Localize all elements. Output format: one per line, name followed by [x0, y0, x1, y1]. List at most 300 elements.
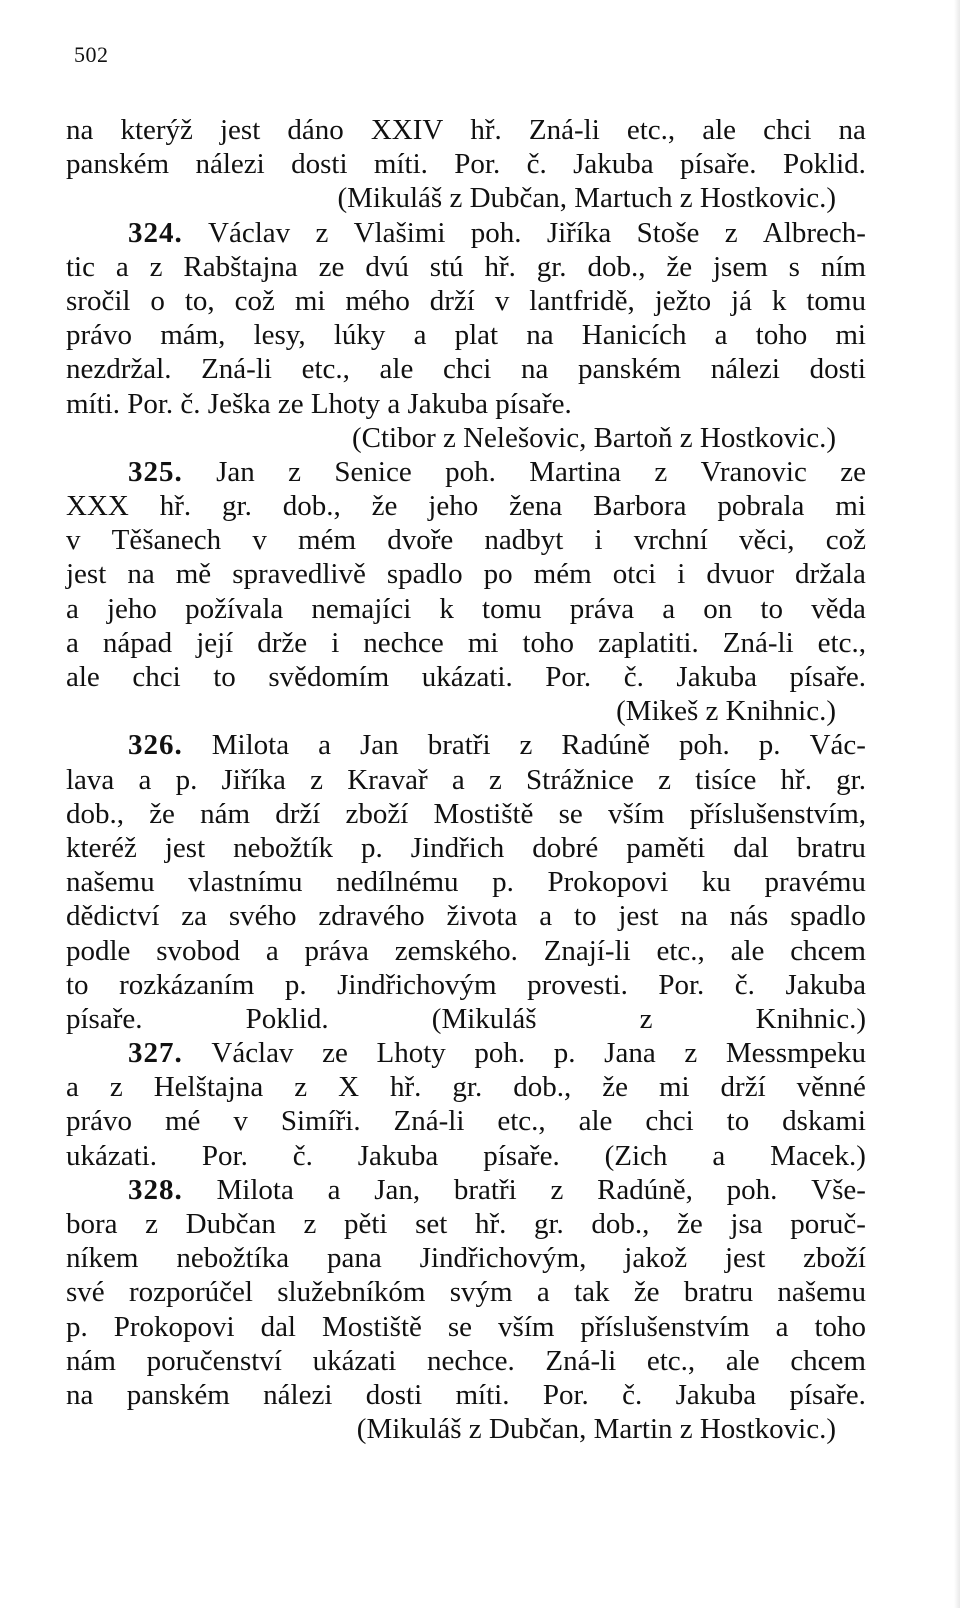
word: našemu	[777, 1276, 866, 1309]
word: Jakuba	[357, 1139, 439, 1172]
word: mého	[345, 284, 410, 317]
word: Jana	[604, 1037, 656, 1070]
text-line	[66, 387, 866, 421]
word: zboží	[345, 797, 409, 830]
word: lesy,	[253, 319, 306, 352]
word: a	[451, 763, 465, 796]
word: se	[558, 797, 583, 830]
text-line	[66, 626, 866, 660]
word: tic	[66, 250, 95, 283]
word: dal	[733, 831, 769, 864]
word: to,	[184, 284, 215, 317]
word: ale	[379, 353, 414, 386]
word: z	[315, 216, 329, 249]
word: gr.	[452, 1071, 483, 1104]
witness-line	[66, 181, 866, 215]
word: že	[602, 1071, 628, 1104]
word: míti.	[455, 1378, 510, 1411]
word: Poklid.	[245, 1002, 329, 1035]
word: písaře.	[483, 1139, 560, 1172]
word: z	[288, 455, 302, 488]
text-line	[66, 1139, 866, 1173]
word: nápad	[102, 626, 173, 659]
text-line	[66, 1275, 866, 1309]
word: ale	[730, 934, 765, 967]
word: Stoše	[636, 216, 700, 249]
text-line	[66, 318, 866, 352]
word: bratru	[683, 1276, 754, 1309]
word: z	[658, 763, 671, 796]
word: Jiříka	[546, 216, 612, 249]
word: v	[252, 524, 267, 557]
word: XXIV	[370, 114, 444, 146]
word: toho	[522, 626, 575, 659]
word: že	[666, 250, 693, 283]
line-text: (Ctibor z Nelešovic, Bartoň z Hostkovic.)	[351, 421, 836, 454]
word: panském	[126, 1378, 230, 1411]
word: Jan	[360, 729, 399, 762]
word: ze	[840, 455, 866, 488]
word: právo	[66, 1105, 133, 1138]
word: Jan	[216, 455, 255, 488]
word: Vác-	[809, 729, 866, 762]
text-line	[66, 1378, 866, 1412]
word: Zná-li	[201, 353, 272, 386]
word: vším	[607, 797, 665, 830]
word: z	[303, 1208, 317, 1240]
word: Vlašimi	[353, 216, 446, 249]
word: zaplatiti.	[598, 626, 699, 659]
word: lava	[66, 763, 115, 796]
word: nedílnému	[336, 866, 459, 899]
word: nás	[729, 900, 769, 933]
word: nemajíci	[311, 592, 412, 625]
word: dvoře	[387, 524, 454, 557]
word: etc.,	[497, 1105, 546, 1138]
word: žena	[509, 490, 563, 523]
word: poh.	[474, 1037, 526, 1070]
word: se	[447, 1310, 473, 1343]
word: ukázati	[312, 1344, 397, 1377]
word: a	[539, 900, 553, 933]
word: nechce	[363, 626, 444, 659]
word: držala	[795, 558, 866, 591]
word: dvú	[365, 250, 409, 283]
text-line	[66, 831, 866, 865]
word: nezdržal.	[66, 353, 172, 386]
entry-324-heading	[66, 216, 866, 250]
word: a	[327, 1173, 341, 1206]
word: věci,	[739, 524, 795, 557]
word: Por.	[454, 148, 501, 181]
word: (Zich	[604, 1139, 668, 1172]
word: mi	[835, 319, 866, 352]
word: p.	[175, 763, 198, 796]
word: p.	[66, 1310, 88, 1343]
word: podle	[66, 934, 131, 967]
word: dob.,	[513, 1071, 572, 1104]
word: mi	[835, 490, 866, 523]
word: chcem	[790, 1344, 866, 1377]
word: XXX	[66, 490, 129, 523]
word: on	[703, 592, 733, 625]
word: což	[234, 284, 275, 317]
word: Messmpeku	[725, 1037, 866, 1070]
word: dosti	[291, 148, 348, 181]
text-line	[66, 250, 866, 284]
word: Jindřichovým,	[419, 1242, 587, 1275]
word: dob.,	[587, 250, 646, 283]
word: mi	[294, 284, 326, 317]
word: svědomím	[268, 661, 390, 693]
page-number: 502	[74, 42, 109, 67]
word: ze	[318, 250, 345, 283]
word: poh.	[726, 1173, 778, 1206]
scan-edge-shadow	[954, 0, 960, 1608]
word: na	[127, 558, 155, 591]
word: Jindřichovým	[337, 968, 497, 1001]
word: svým	[449, 1276, 513, 1309]
word: z	[149, 250, 163, 283]
word: to	[66, 968, 89, 1001]
word: otci	[612, 558, 657, 591]
word: Milota	[211, 729, 290, 762]
word: lantfridě,	[529, 284, 635, 317]
word: po	[483, 558, 513, 591]
word: Radúně	[561, 729, 651, 762]
word: etc.,	[656, 934, 705, 967]
word: drží	[429, 284, 475, 317]
word: svobod	[156, 934, 241, 967]
word: života	[446, 900, 518, 933]
word: pravému	[764, 866, 866, 899]
word: č.	[622, 1378, 643, 1411]
word: drží	[720, 1071, 766, 1104]
word: hř.	[474, 1208, 507, 1240]
word: vrchní	[633, 524, 708, 557]
entry-number: 327.	[128, 1037, 183, 1070]
word: Václav	[208, 216, 291, 249]
word: mém	[533, 558, 592, 591]
word: jsa	[730, 1208, 763, 1240]
word: Por.	[201, 1139, 248, 1172]
word: ježto	[654, 284, 712, 317]
word: jeho	[107, 592, 157, 625]
text-line	[66, 1241, 866, 1275]
word: nebožtík	[233, 831, 334, 864]
word: to	[760, 592, 783, 625]
word: z	[654, 455, 668, 488]
word: písaře.	[66, 1002, 143, 1035]
word: k	[771, 284, 787, 317]
word: paměti	[626, 831, 706, 864]
word: Milota	[216, 1173, 294, 1206]
word: plat	[454, 319, 499, 352]
word: spravedlivě	[232, 558, 366, 591]
word: gr.	[533, 1208, 564, 1240]
word: a	[318, 729, 331, 762]
text-line	[66, 352, 866, 386]
text-line	[66, 968, 866, 1002]
word: to	[573, 900, 597, 933]
word: o	[150, 284, 165, 317]
word: rozporúčel	[128, 1276, 253, 1309]
word: gr.	[222, 490, 252, 523]
word: z	[294, 1071, 308, 1104]
word: dskami	[782, 1105, 866, 1138]
word: na	[66, 1378, 94, 1411]
word: p.	[758, 729, 781, 762]
word: z	[109, 1071, 123, 1104]
text-line	[66, 1207, 866, 1241]
word: Jakuba	[675, 1378, 757, 1411]
word: svého	[228, 900, 297, 933]
word: zemského.	[394, 934, 518, 967]
text-line	[66, 1070, 866, 1104]
text-line	[66, 934, 866, 968]
word: nálezi	[710, 353, 780, 386]
word: (Mikuláš	[431, 1002, 537, 1035]
word: poh.	[445, 455, 496, 488]
word: z	[310, 763, 323, 796]
word: panském	[577, 353, 682, 386]
word: Poklid.	[782, 148, 866, 181]
word: Helštajna	[153, 1071, 264, 1104]
main-text	[66, 113, 866, 1446]
word: písaře.	[680, 148, 757, 181]
text-line	[66, 1002, 866, 1036]
word: č.	[526, 148, 547, 181]
witness-line	[66, 421, 866, 455]
word: chci	[443, 353, 492, 386]
word: č.	[734, 968, 755, 1001]
word: bora	[66, 1208, 118, 1240]
entry-328-heading	[66, 1173, 866, 1207]
text-line	[66, 797, 866, 831]
word: Macek.)	[770, 1139, 866, 1172]
word: Zná-li	[545, 1344, 617, 1377]
word: mi	[658, 1071, 690, 1104]
word: bratři	[427, 729, 491, 762]
word: že	[371, 490, 398, 523]
text-line	[66, 865, 866, 899]
word: hř.	[470, 114, 502, 146]
word: Lhoty	[376, 1037, 446, 1070]
word: poručenství	[146, 1344, 282, 1377]
word: práva	[304, 934, 369, 967]
word: níkem	[66, 1242, 139, 1275]
word: hř.	[484, 250, 516, 283]
word: a	[775, 1310, 789, 1343]
word: Rabštajna	[183, 250, 298, 283]
text-line	[66, 147, 866, 181]
line-text: (Mikeš z Knihnic.)	[616, 695, 836, 728]
word: chci	[132, 661, 181, 693]
word: na	[526, 319, 554, 352]
word: bratru	[796, 831, 866, 864]
word: Vše-	[811, 1173, 866, 1206]
text-line	[66, 113, 866, 147]
word: spadlo	[386, 558, 463, 591]
word: mě	[175, 558, 212, 591]
witness-line	[66, 694, 866, 728]
word: a	[265, 934, 279, 967]
word: práva	[569, 592, 635, 625]
word: tomu	[482, 592, 542, 625]
word: nadbyt	[484, 524, 564, 557]
word: z	[724, 216, 738, 249]
entry-number: 326.	[128, 729, 183, 762]
text-line	[66, 1104, 866, 1138]
word: gr.	[536, 250, 567, 283]
word: Por.	[658, 968, 705, 1001]
word: z	[488, 763, 502, 796]
word: k	[439, 592, 454, 625]
word: Por.	[545, 661, 592, 693]
word: ku	[701, 866, 731, 899]
word: jest	[164, 831, 206, 864]
word: tomu	[806, 284, 866, 317]
word: že	[633, 1276, 660, 1309]
text-line	[66, 523, 866, 557]
word: zboží	[803, 1242, 866, 1275]
word: a	[413, 319, 427, 352]
word: dvuor	[706, 558, 774, 591]
word: dob.,	[591, 1208, 650, 1240]
word: toho	[755, 319, 808, 352]
word: Por.	[542, 1378, 589, 1411]
word: etc.,	[646, 1344, 696, 1377]
text-line	[66, 489, 866, 523]
word: vlastnímu	[188, 866, 303, 899]
word: Knihnic.)	[755, 1002, 866, 1035]
word: ukázati.	[421, 661, 513, 693]
word: a	[66, 626, 79, 659]
word: že	[149, 797, 175, 830]
text-line	[66, 660, 866, 694]
word: mi	[467, 626, 499, 659]
word: míti.	[373, 148, 428, 181]
word: č.	[292, 1139, 313, 1172]
word: ale	[66, 661, 100, 693]
word: za	[181, 900, 208, 933]
word: rozkázaním	[119, 968, 255, 1001]
word: Martina	[529, 455, 622, 488]
word: set	[415, 1208, 448, 1240]
word: sročil	[66, 284, 131, 317]
entry-325-heading	[66, 455, 866, 489]
word: pobrala	[717, 490, 805, 523]
word: na	[66, 114, 94, 146]
word: mé	[164, 1105, 201, 1138]
word: ukázati.	[66, 1139, 157, 1172]
word: jsem	[712, 250, 768, 283]
word: drží	[275, 797, 321, 830]
entry-326-heading	[66, 728, 866, 762]
word: jakož	[624, 1242, 688, 1275]
word: Jakuba	[573, 148, 654, 181]
word: panském	[66, 148, 170, 181]
word: ale	[725, 1344, 760, 1377]
word: jest	[725, 1242, 766, 1275]
word: a	[712, 1139, 726, 1172]
word: etc.,	[817, 626, 866, 659]
word: a	[66, 592, 79, 625]
word: z	[639, 1002, 653, 1035]
word: vším	[498, 1310, 555, 1343]
word: Václav	[211, 1037, 294, 1070]
word: Strážnice	[526, 763, 634, 796]
word: i	[331, 626, 340, 659]
entry-number: 324.	[128, 216, 183, 249]
word: p.	[492, 866, 514, 899]
word: jest	[220, 114, 261, 146]
word: mém	[298, 524, 357, 557]
text-line	[66, 1310, 866, 1344]
witness-line	[66, 1412, 866, 1446]
word: a	[662, 592, 676, 625]
entry-number: 325.	[128, 455, 183, 488]
word: tak	[574, 1276, 610, 1309]
word: Jakuba	[676, 661, 757, 693]
word: Barbora	[593, 490, 687, 523]
word: z	[519, 729, 533, 762]
word: já	[731, 284, 752, 317]
word: nálezi	[263, 1378, 333, 1411]
word: dědictví	[66, 900, 160, 933]
word: toho	[814, 1310, 866, 1343]
word: Těšanech	[111, 524, 222, 557]
word: Senice	[334, 455, 412, 488]
word: nebožtíka	[176, 1242, 290, 1275]
word: drže	[257, 626, 308, 659]
word: chci	[645, 1105, 694, 1138]
word: a	[138, 763, 152, 796]
word: zdravého	[318, 900, 425, 933]
word: Zná-li	[393, 1105, 465, 1138]
text-line	[66, 899, 866, 933]
text-line	[66, 557, 866, 591]
entry-number: 328.	[128, 1173, 183, 1206]
word: služebníkóm	[277, 1276, 426, 1309]
word: věda	[811, 592, 866, 625]
line-text: (Mikuláš z Dubčan, Martuch z Hostkovic.)	[337, 182, 836, 215]
line-text: míti. Por. č. Ješka ze Lhoty a Jakuba písaře.	[66, 387, 572, 420]
text-line	[66, 284, 866, 318]
word: Radúně,	[597, 1173, 693, 1206]
word: pana	[327, 1242, 382, 1275]
word: pěti	[343, 1208, 388, 1240]
word: dosti	[365, 1378, 423, 1411]
word: Jiříka	[221, 763, 286, 796]
word: lúky	[333, 319, 386, 352]
word: a	[66, 1071, 79, 1104]
word: Kravař	[347, 763, 428, 796]
word: na	[838, 114, 866, 146]
word: z	[684, 1037, 698, 1070]
word: ale	[702, 114, 737, 146]
word: na	[520, 353, 549, 386]
line-text: (Mikuláš z Dubčan, Martin z Hostkovic.)	[356, 1413, 836, 1446]
word: chcem	[790, 934, 866, 967]
word: z	[145, 1208, 159, 1240]
word: jest	[618, 900, 659, 933]
word: i	[677, 558, 686, 591]
word: Znají-li	[543, 934, 631, 967]
word: dáno	[287, 114, 344, 146]
word: Zná-li	[528, 114, 600, 146]
word: poruč-	[790, 1208, 866, 1240]
